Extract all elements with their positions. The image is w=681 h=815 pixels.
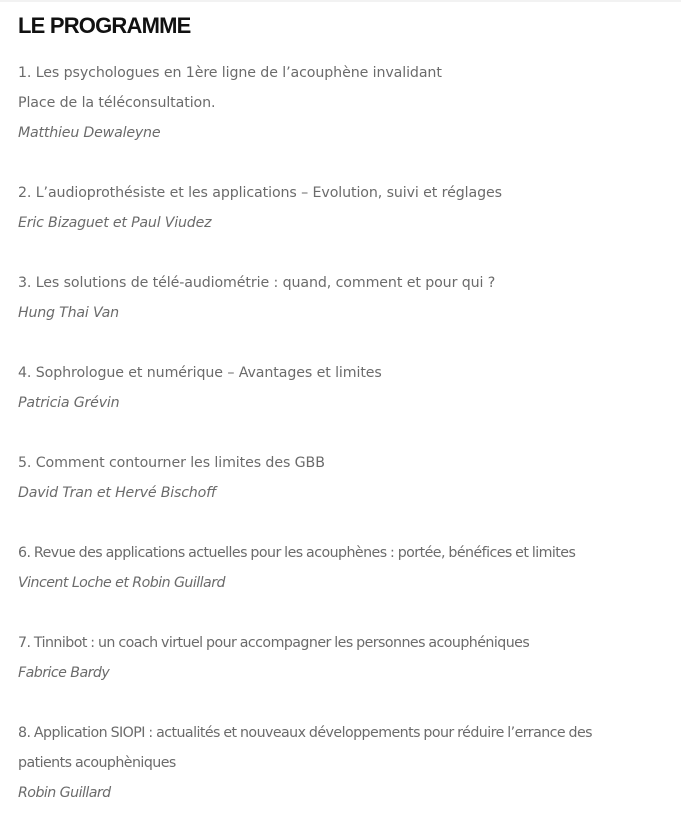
item-title-line: 5. Comment contourner les limites des GBB [18,455,325,471]
programme-item-1 [18,58,681,148]
programme-item-5 [18,448,681,508]
item-speakers: Robin Guillard [18,785,111,801]
item-title-line: 2. L’audioprothésiste et les applications – Evolution, suivi et réglages [18,185,502,201]
programme-item-6 [18,538,681,598]
item-speakers: Vincent Loche et Robin Guillard [18,575,225,591]
programme-item-3 [18,268,681,328]
item-speakers: Fabrice Bardy [18,665,110,681]
item-title-line: 4. Sophrologue et numérique – Avantages et limites [18,365,382,381]
item-title-line: 3. Les solutions de télé-audiométrie : quand, comment et pour qui ? [18,275,496,291]
programme-item-4 [18,358,681,418]
programme-item-8 [18,718,681,808]
item-title-line: 6. Revue des applications actuelles pour les acouphènes : portée, bénéfices et limites [18,545,576,561]
programme-item-2 [18,178,681,238]
item-title-line: 8. Application SIOPI : actualités et nouveaux développements pour réduire l’errance des [18,725,593,741]
item-title-line: patients acouphèniques [18,755,176,771]
section-title: LE PROGRAMME [18,13,191,38]
programme-item-7 [18,628,681,688]
item-speakers: Matthieu Dewaleyne [18,125,161,141]
item-speakers: Patricia Grévin [18,395,120,411]
item-title-line: 1. Les psychologues en 1ère ligne de l’acouphène invalidant [18,65,442,81]
item-speakers: David Tran et Hervé Bischoff [18,485,216,501]
item-speakers: Eric Bizaguet et Paul Viudez [18,215,212,231]
item-speakers: Hung Thai Van [18,305,119,321]
item-title-line: 7. Tinnibot : un coach virtuel pour accompagner les personnes acouphéniques [18,635,530,651]
item-title-line: Place de la téléconsultation. [18,95,216,111]
